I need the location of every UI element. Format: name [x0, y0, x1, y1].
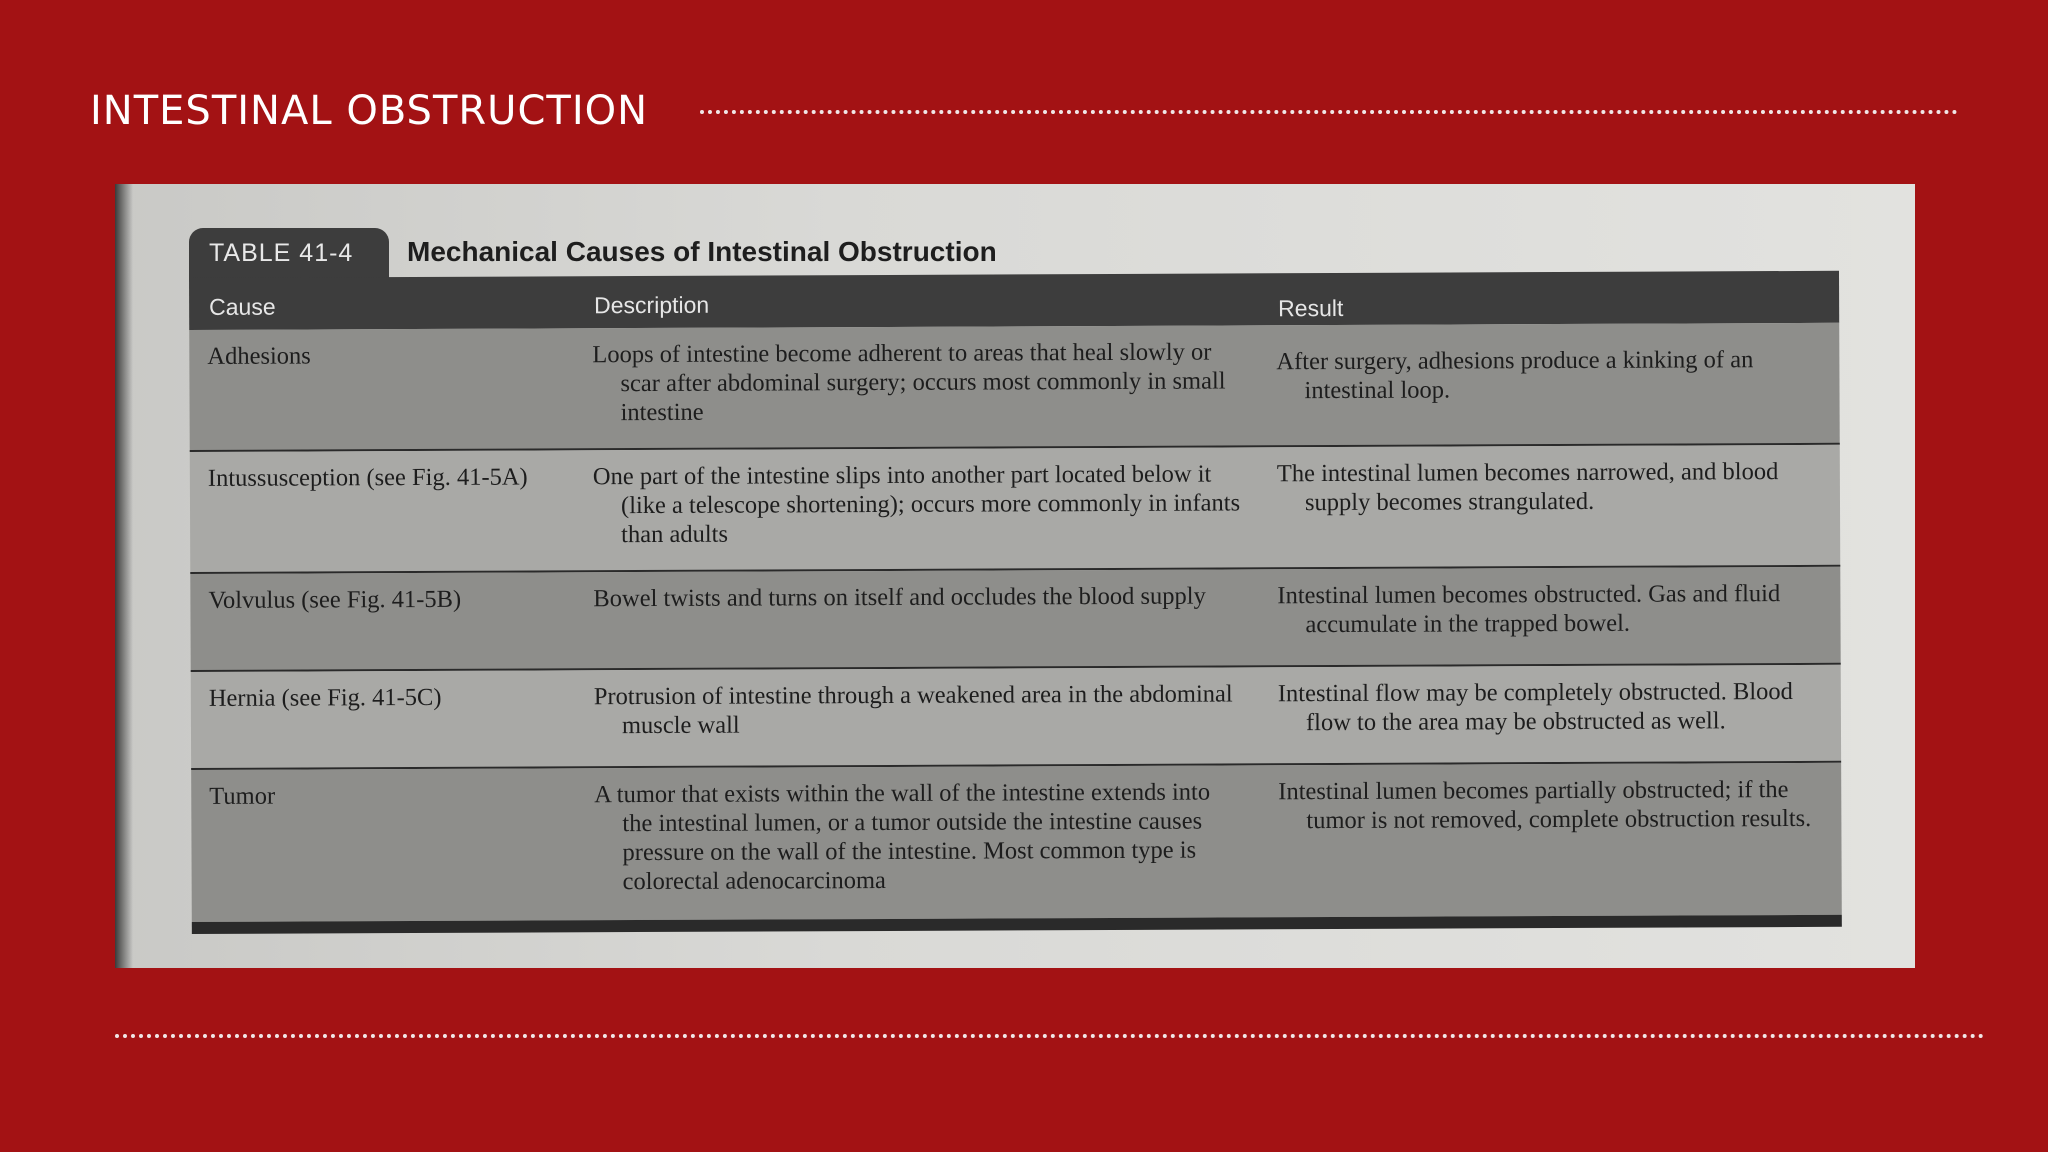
- cell-result: Intestinal flow may be completely obstructed. Blood flow to the area may be obstructed as well.: [1277, 678, 1793, 737]
- cell-cause: Tumor: [209, 782, 276, 810]
- cell-description: Bowel twists and turns on itself and occludes the blood supply: [593, 582, 1206, 613]
- slide-title: INTESTINAL OBSTRUCTION: [90, 88, 649, 134]
- table-row: [189, 323, 1840, 452]
- top-dotted-divider: [700, 110, 1958, 114]
- column-header-description: Description: [594, 291, 710, 319]
- table-number-tab: TABLE 41-4: [189, 228, 389, 278]
- cell-cause: Hernia (see Fig. 41-5C): [208, 683, 442, 712]
- cell-description: Protrusion of intestine through a weakened area in the abdominal muscle wall: [593, 680, 1233, 740]
- cell-result: The intestinal lumen becomes narrowed, and blood supply becomes strangulated.: [1276, 458, 1779, 517]
- table-row: [191, 665, 1841, 770]
- table-row: [190, 445, 1841, 574]
- cell-result: Intestinal lumen becomes obstructed. Gas and fluid accumulate in the trapped bowel.: [1277, 580, 1781, 639]
- cell-result: After surgery, adhesions produce a kinking of an intestinal loop.: [1276, 346, 1754, 405]
- table-row: [191, 763, 1842, 922]
- cell-cause: Adhesions: [207, 342, 311, 370]
- photo-edge-shadow: [115, 184, 133, 968]
- table-photo: [115, 184, 1915, 968]
- cell-description: One part of the intestine slips into another part located below it (like a telescope shortening); occurs more commonly in infants than adults: [592, 460, 1241, 549]
- causes-table: [189, 271, 1842, 934]
- cell-result: Intestinal lumen becomes partially obstructed; if the tumor is not removed, complete obstruction results.: [1278, 776, 1812, 835]
- bottom-dotted-divider: [115, 1034, 1985, 1038]
- cell-cause: Intussusception (see Fig. 41-5A): [207, 463, 528, 492]
- column-header-result: Result: [1278, 294, 1344, 322]
- cell-cause: Volvulus (see Fig. 41-5B): [208, 585, 462, 614]
- column-header-cause: Cause: [209, 293, 276, 320]
- table-caption: Mechanical Causes of Intestinal Obstruction: [407, 236, 997, 267]
- table-row: [190, 567, 1840, 672]
- cell-description: A tumor that exists within the wall of the intestine extends into the intestinal lumen, or a tumor outside the intestine causes pressure on the wall of the intestine. Most common type is colorectal adenocarcinoma: [594, 778, 1211, 896]
- cell-description: Loops of intestine become adherent to areas that heal slowly or scar after abdominal surgery; occurs most commonly in small intestine: [592, 338, 1226, 427]
- table-header-row: [189, 271, 1839, 330]
